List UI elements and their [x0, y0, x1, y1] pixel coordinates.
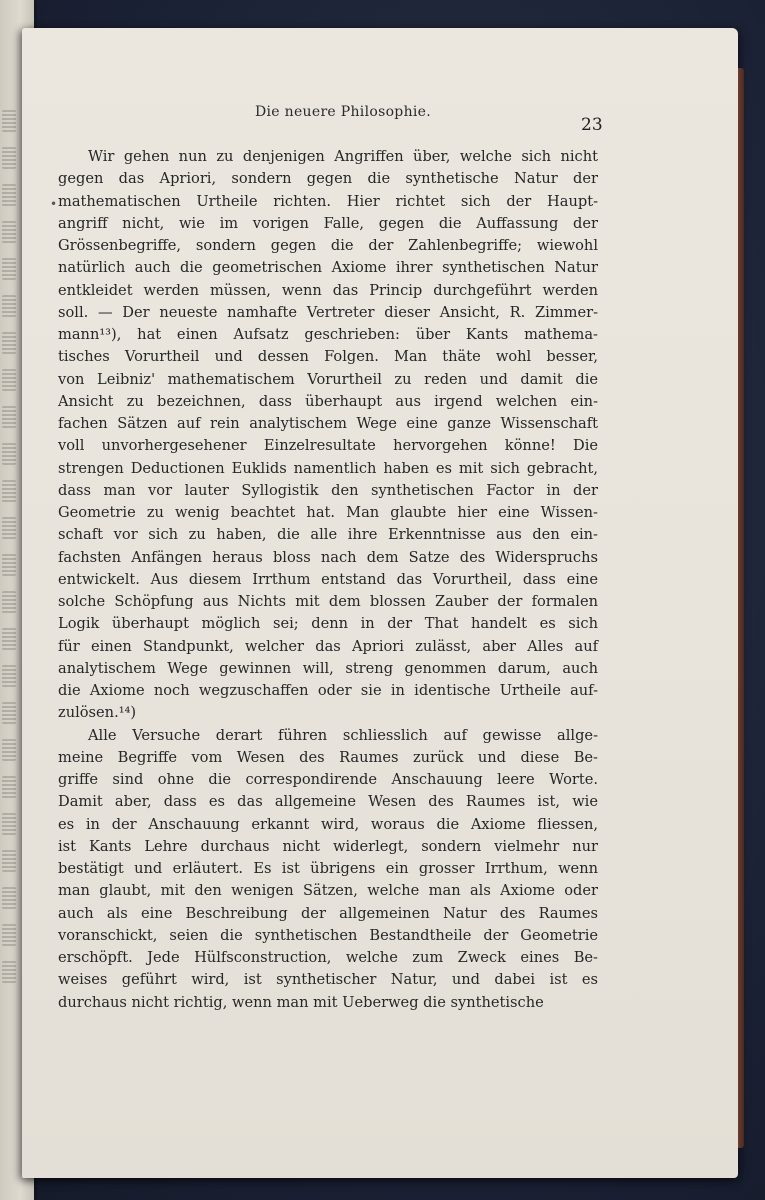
text-line: durchaus nicht richtig, wenn man mit Ueberweg die synthetische	[58, 993, 544, 1011]
text-line: entkleidet werden müssen, wenn das Princip durchgeführt werden	[58, 281, 598, 299]
text-line: schaft vor sich zu haben, die alle ihre Erkenntnisse aus den ein-	[58, 526, 598, 544]
text-line: natürlich auch die geometrischen Axiome ihrer synthetischen Natur	[58, 259, 598, 277]
text-line: griffe sind ohne die correspondirende Anschauung leere Worte.	[58, 771, 598, 788]
text-line: soll. — Der neueste namhafte Vertreter dieser Ansicht, R. Zimmer-	[58, 303, 598, 321]
text-line: von Leibniz' mathematischem Vorurtheil zu reden und damit die	[58, 370, 598, 388]
paragraph	[58, 725, 598, 1014]
text-line: Damit aber, dass es das allgemeine Wesen des Raumes ist, wie	[58, 793, 598, 811]
text-line: es in der Anschauung erkannt wird, woraus die Axiome fliessen,	[58, 815, 598, 833]
text-line: solche Schöpfung aus Nichts mit dem blossen Zauber der formalen	[58, 593, 598, 610]
body-text	[58, 146, 598, 1014]
text-line: die Axiome noch wegzuschaffen oder sie in identische Urtheile auf-	[58, 682, 598, 699]
text-line: mann¹³), hat einen Aufsatz geschrieben: über Kants mathema-	[58, 326, 598, 343]
running-header-title: Die neuere Philosophie.	[255, 104, 431, 120]
text-line: entwickelt. Aus diesem Irrthum entstand das Vorurtheil, dass eine	[58, 570, 598, 588]
paragraph	[58, 146, 598, 725]
text-line: bestätigt und erläutert. Es ist übrigens ein grosser Irrthum, wenn	[58, 860, 598, 877]
text-line: Ansicht zu bezeichnen, dass überhaupt aus irgend welchen ein-	[58, 392, 598, 410]
text-line: ist Kants Lehre durchaus nicht widerlegt, sondern vielmehr nur	[58, 837, 598, 855]
page-number: 23	[581, 115, 603, 135]
text-line: tisches Vorurtheil und dessen Folgen. Man thäte wohl besser,	[58, 348, 598, 366]
text-line: Grössenbegriffe, sondern gegen die der Zahlenbegriffe; wiewohl	[58, 237, 598, 254]
text-line: erschöpft. Jede Hülfsconstruction, welche zum Zweck eines Be-	[58, 949, 598, 966]
text-line: zulösen.¹⁴)	[58, 704, 137, 722]
text-line: Logik überhaupt möglich sei; denn in der That handelt es sich	[58, 615, 598, 633]
text-line: Alle Versuche derart führen schliesslich auf gewisse allge-	[88, 726, 598, 744]
text-line: dass man vor lauter Syllogistik den synthetischen Factor in der	[58, 481, 598, 499]
text-line: fachsten Anfängen heraus bloss nach dem Satze des Widerspruchs	[58, 548, 598, 566]
text-line: man glaubt, mit den wenigen Sätzen, welche man als Axiome oder	[58, 882, 598, 900]
text-line: analytischem Wege gewinnen will, streng genommen darum, auch	[58, 659, 598, 677]
text-line: voll unvorhergesehener Einzelresultate hervorgehen könne! Die	[58, 437, 598, 455]
margin-mark: •	[50, 197, 58, 211]
text-line: meine Begriffe vom Wesen des Raumes zurück und diese Be-	[58, 748, 598, 766]
text-line: gegen das Apriori, sondern gegen die synthetische Natur der	[58, 170, 598, 188]
text-line: voranschickt, seien die synthetischen Bestandtheile der Geometrie	[58, 926, 598, 944]
text-line: fachen Sätzen auf rein analytischem Wege eine ganze Wissenschaft	[58, 415, 598, 432]
text-line: Wir gehen nun zu denjenigen Angriffen über, welche sich nicht	[88, 148, 598, 165]
text-line: auch als eine Beschreibung der allgemeinen Natur des Raumes	[58, 904, 598, 922]
text-line: für einen Standpunkt, welcher das Apriori zulässt, aber Alles auf	[58, 637, 598, 655]
text-line: Geometrie zu wenig beachtet hat. Man glaubte hier eine Wissen-	[58, 504, 598, 521]
text-line: weises geführt wird, ist synthetischer Natur, und dabei ist es	[58, 971, 598, 989]
text-line: mathematischen Urtheile richten. Hier richtet sich der Haupt-	[58, 192, 598, 210]
book-cover-edge	[738, 68, 744, 1148]
text-line: angriff nicht, wie im vorigen Falle, gegen die Auffassung der	[58, 214, 598, 232]
text-line: strengen Deductionen Euklids namentlich haben es mit sich gebracht,	[58, 459, 598, 477]
left-page-text-fragments	[2, 110, 22, 998]
